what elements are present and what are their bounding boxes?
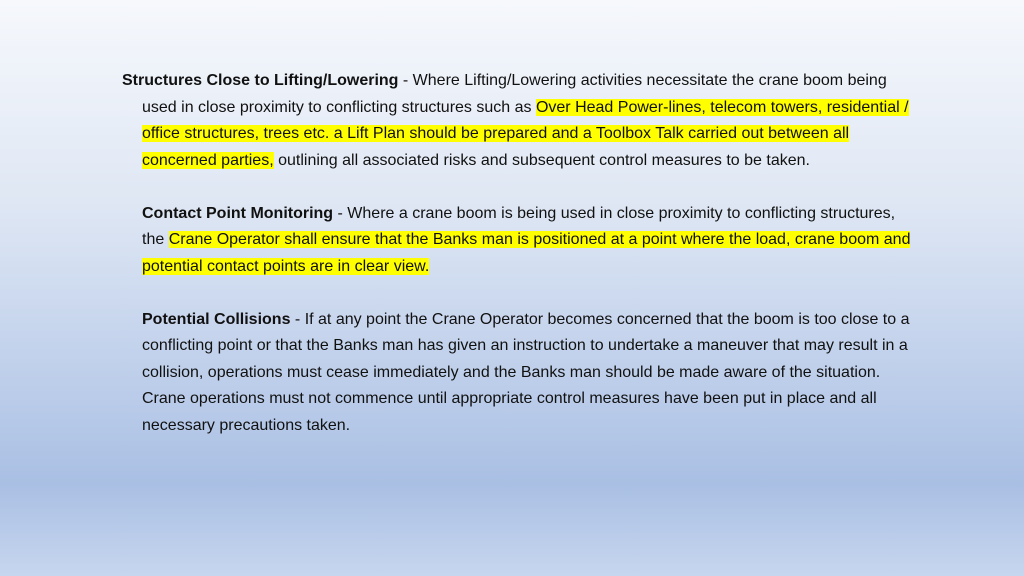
highlighted-text: Crane Operator shall ensure that the Banks man is positioned at a point where the load, crane boom and potential contact points are in clear view. xyxy=(142,231,911,275)
paragraph-text: - Where Lifting/Lowering activities necessitate the crane boom being used in close proximity to conflicting structures such as xyxy=(142,72,887,116)
paragraph-text: outlining all associated risks and subsequent control measures to be taken. xyxy=(273,151,810,169)
heading-potential-collisions: Potential Collisions xyxy=(142,310,291,328)
spacer xyxy=(122,174,912,201)
paragraph-contact-point xyxy=(122,201,912,281)
spacer xyxy=(122,280,912,307)
slide-body xyxy=(122,68,912,439)
paragraph-text: - If at any point the Crane Operator becomes concerned that the boom is too close to a conflicting point or that the Banks man has given an instruction to undertake a maneuver that may result in a collision, operations must cease immediately and the Banks man should be made aware of the situation. Crane operations must not commence until appropriate control measures have been put in place and all necessary precautions taken. xyxy=(142,310,910,434)
paragraph-structures-close xyxy=(122,68,912,174)
highlighted-text: Over Head Power-lines, telecom towers, residential / office structures, trees etc. a Lift Plan should be prepared and a Toolbox Talk carried out between all concerned parties, xyxy=(142,98,909,169)
paragraph-text: - Where a crane boom is being used in close proximity to conflicting structures, the xyxy=(142,204,896,248)
paragraph-potential-collisions xyxy=(122,307,912,440)
heading-structures-close: Structures Close to Lifting/Lowering xyxy=(122,72,399,89)
heading-contact-point: Contact Point Monitoring xyxy=(142,204,334,222)
